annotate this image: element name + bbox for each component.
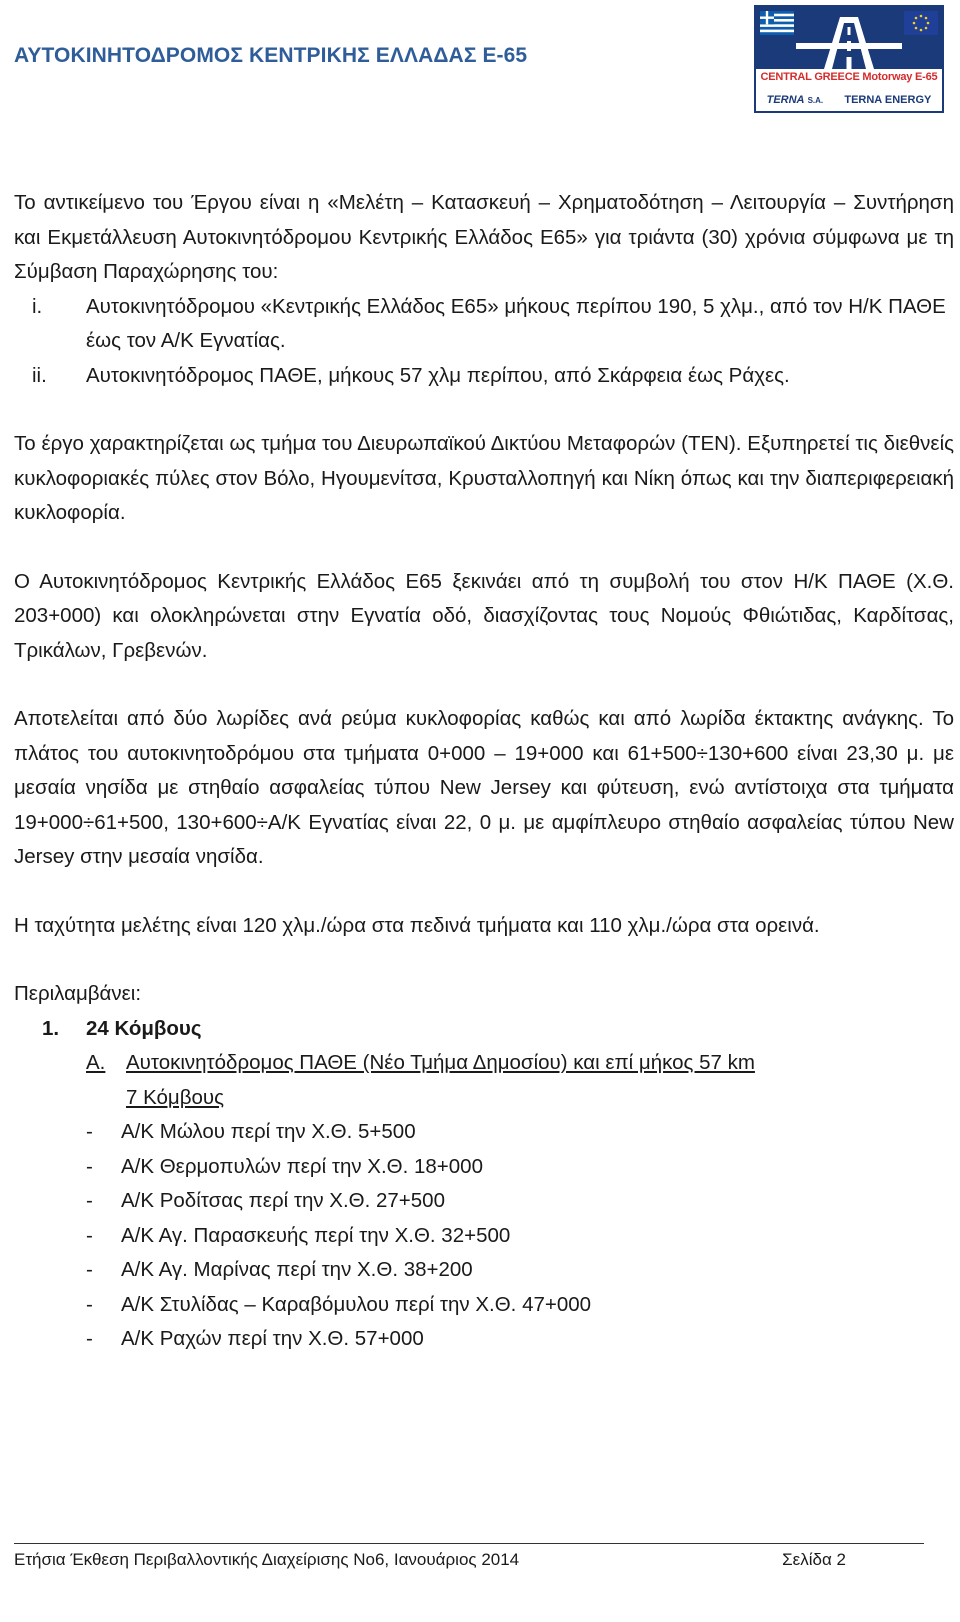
greek-flag-icon: [760, 11, 794, 35]
section-a-count: 7 Κόμβους: [126, 1085, 225, 1109]
paragraph-cross-section: Αποτελείται από δύο λωρίδες ανά ρεύμα κυκλοφορίας καθώς και από λωρίδα έκτακτης ανάγκης. Το πλάτος του αυτοκινητοδρόμου στα τμήματα 0+000 – 19+000 και 61+500÷130+600 είναι 23,30 μ. με μεσαία νησίδα με στηθαίο ασφαλείας τύπου New Jersey και φύτευση, ενώ αντίστοιχα στα τμήματα 19+000÷61+500, 130+600÷Α/Κ Εγνατίας είναι 22, 0 μ. με αμφίπλευρο στηθαίο ασφαλείας τύπου New Jersey στην μεσαία νησίδα.: [14, 707, 954, 868]
junction-list: [14, 1115, 954, 1357]
list-item: ii. Αυτοκινητόδρομος ΠΑΘΕ, μήκους 57 χλμ περίπου, από Σκάρφεια έως Ράχες.: [32, 363, 790, 387]
list-item: i. Αυτοκινητόδρομου «Κεντρικής Ελλάδος Ε65» μήκους περίπου 190, 5 χλμ., από τον Η/Κ ΠΑΘΕ έως τον Α/Κ Εγνατίας.: [32, 294, 946, 352]
includes-label: Περιλαμβάνει:: [14, 982, 142, 1005]
list-item: - Α/Κ Θερμοπυλών περί την Χ.Θ. 18+000: [86, 1154, 483, 1178]
paragraph-ten-network: Το έργο χαρακτηρίζεται ως τμήμα του Διευρωπαϊκού Δικτύου Μεταφορών (ΤΕΝ). Εξυπηρετεί τις διεθνείς κυκλοφοριακές πύλες στον Βόλο, Ηγουμενίτσα, Κρυσταλλοπηγή και Νίκη όπως και την διαπεριφερειακή κυκλοφορία.: [14, 432, 954, 524]
page-header: [0, 0, 960, 120]
list-item: - Α/Κ Ραχών περί την Χ.Θ. 57+000: [86, 1327, 424, 1350]
terna-energy-logo: TERNA ENERGY: [844, 94, 932, 106]
list-item: - Α/Κ Μώλου περί την Χ.Θ. 5+500: [86, 1120, 416, 1143]
page-number: Σελίδα 2: [782, 1550, 846, 1569]
paragraph-project-scope: Το αντικείμενο του Έργου είναι η «Μελέτη – Κατασκευή – Χρηματοδότηση – Λειτουργία – Συντήρηση και Εκμετάλλευση Αυτοκινητόδρομου Κεντρικής Ελλάδος Ε65» για τριάντα (30) χρόνια σύμφωνα με τη Σύμβαση Παραχώρησης του:: [14, 191, 954, 283]
header-title: ΑΥΤΟΚΙΝΗΤΟΔΡΟΜΟΣ ΚΕΝΤΡΙΚΗΣ ΕΛΛΑΔΑΣ Ε-65: [14, 44, 528, 67]
list-item: - Α/Κ Ροδίτσας περί την Χ.Θ. 27+500: [86, 1189, 445, 1212]
footer-report-title: Ετήσια Έκθεση Περιβαλλοντικής Διαχείρισης Νο6, Ιανουάριος 2014: [14, 1550, 520, 1569]
section-a-heading: Α. Αυτοκινητόδρομος ΠΑΘΕ (Νέο Τμήμα Δημοσίου) και επί μήκος 57 km 7 Κόμβους: [86, 1051, 755, 1109]
paragraph-route: Ο Αυτοκινητόδρομος Κεντρικής Ελλάδος Ε65 ξεκινάει από τη συμβολή του στον Η/Κ ΠΑΘΕ (Χ.Θ. 203+000) και ολοκληρώνεται στην Εγνατία οδό, διασχίζοντας τους Νομούς Φθιώτιδας, Καρδίτσας, Τρικάλων, Γρεβενών.: [14, 569, 954, 662]
page-footer: [14, 1543, 924, 1570]
list-item: - Α/Κ Αγ. Μαρίνας περί την Χ.Θ. 38+200: [86, 1258, 473, 1281]
document-body: [14, 186, 954, 1357]
concession-roads-list: [14, 290, 954, 394]
item-junctions-heading: 1. 24 Κόμβους: [42, 1016, 202, 1040]
motorway-logo: [754, 5, 944, 113]
eu-flag-icon: [904, 11, 938, 35]
list-item: - Α/Κ Στυλίδας – Καραβόμυλου περί την Χ.Θ. 47+000: [86, 1292, 592, 1316]
list-item: - Α/Κ Αγ. Παρασκευής περί την Χ.Θ. 32+500: [86, 1223, 511, 1247]
terna-logo: TERNA S.A.: [766, 94, 824, 106]
logo-text: CENTRAL GREECE Motorway E-65: [760, 71, 938, 83]
section-a-title: Αυτοκινητόδρομος ΠΑΘΕ (Νέο Τμήμα Δημοσίου) και επί μήκος 57 km: [126, 1051, 755, 1074]
paragraph-design-speed: Η ταχύτητα μελέτης είναι 120 χλμ./ώρα στα πεδινά τμήματα και 110 χλμ./ώρα στα ορεινά.: [14, 913, 820, 937]
logo-sponsors: [756, 89, 942, 111]
